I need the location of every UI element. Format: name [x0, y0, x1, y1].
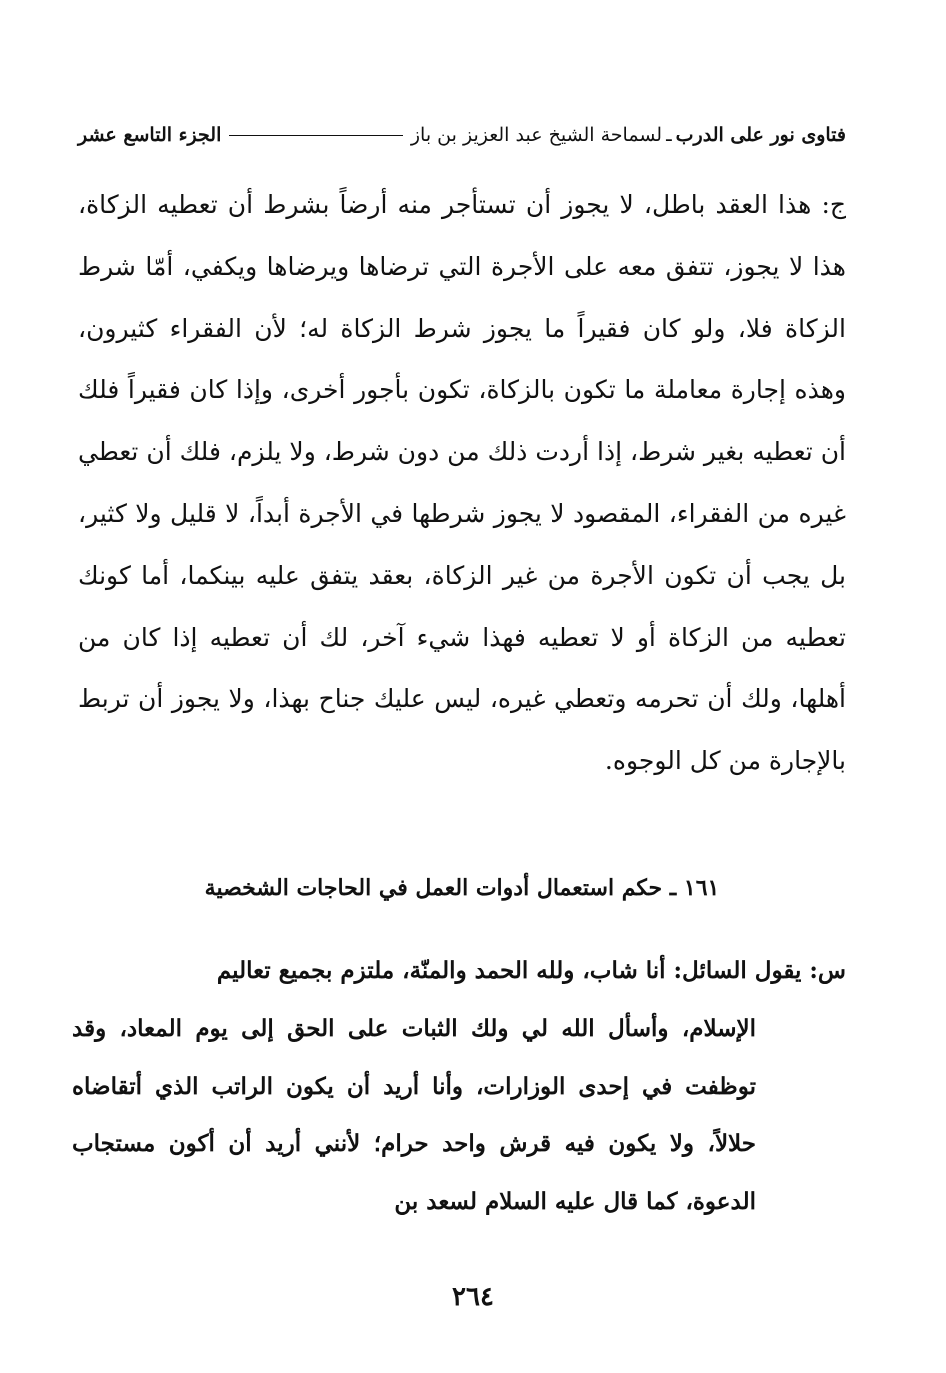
answer-text: هذا العقد باطل، لا يجوز أن تستأجر منه أرضاً بشرط أن تعطيه الزكاة، هذا لا يجوز، تتفق معه على الأجرة التي ترضاها ويرضاها ويكفي، أمّا شرط الزكاة فلا، ولو كان فقيراً ما يجوز شرط الزكاة له؛ لأن الفقراء كثيرون، وهذه إجارة معاملة ما تكون بالزكاة، تكون بأجور أخرى، وإذا كان فقيراً فلك أن تعطيه بغير شرط، إذا أردت ذلك من دون شرط، ولا يلزم، فلك أن تعطي غيره من الفقراء، المقصود لا يجوز شرطها في الأجرة أبداً، لا قليل ولا كثير، بل يجب أن تكون الأجرة من غير الزكاة، بعقد يتفق عليه بينكما، أما كونك تعطيه من الزكاة أو لا تعطيه فهذا شيء آخر، لك أن تعطيه إذا كان من أهلها، ولك أن تحرمه وتعطي غيره، ليس عليك جناح بهذا، ولا يجوز أن تربط بالإجارة من كل الوجوه.	[78, 190, 846, 776]
question-paragraph	[72, 942, 846, 1231]
header-rule	[229, 135, 403, 136]
question-first-line	[72, 942, 846, 1000]
question-marker: س:	[809, 957, 846, 984]
answer-paragraph	[78, 174, 846, 792]
volume-part: الجزء التاسع عشر	[78, 124, 222, 146]
running-header	[78, 118, 846, 152]
author-name: لسماحة الشيخ عبد العزيز بن باز	[410, 124, 663, 146]
section-heading: ١٦١ ـ حكم استعمال أدوات العمل في الحاجات الشخصية	[204, 875, 720, 901]
book-title: فتاوى نور على الدرب	[675, 124, 846, 146]
page-number: ٢٦٤	[452, 1282, 494, 1312]
answer-marker: ج:	[821, 190, 846, 219]
question-first-text: يقول السائل: أنا شاب، ولله الحمد والمنّة، ملتزم بجميع تعاليم	[216, 957, 802, 984]
header-separator: ـ	[666, 124, 672, 146]
question-continuation: الإسلام، وأسأل الله لي ولك الثبات على الحق إلى يوم المعاد، وقد توظفت في إحدى الوزارات، وأنا أريد أن يكون الراتب الذي أتقاضاه حلالاً، ولا يكون فيه قرش واحد حرام؛ لأنني أريد أن أكون مستجاب الدعوة، كما قال عليه السلام لسعد بن	[72, 1014, 756, 1216]
